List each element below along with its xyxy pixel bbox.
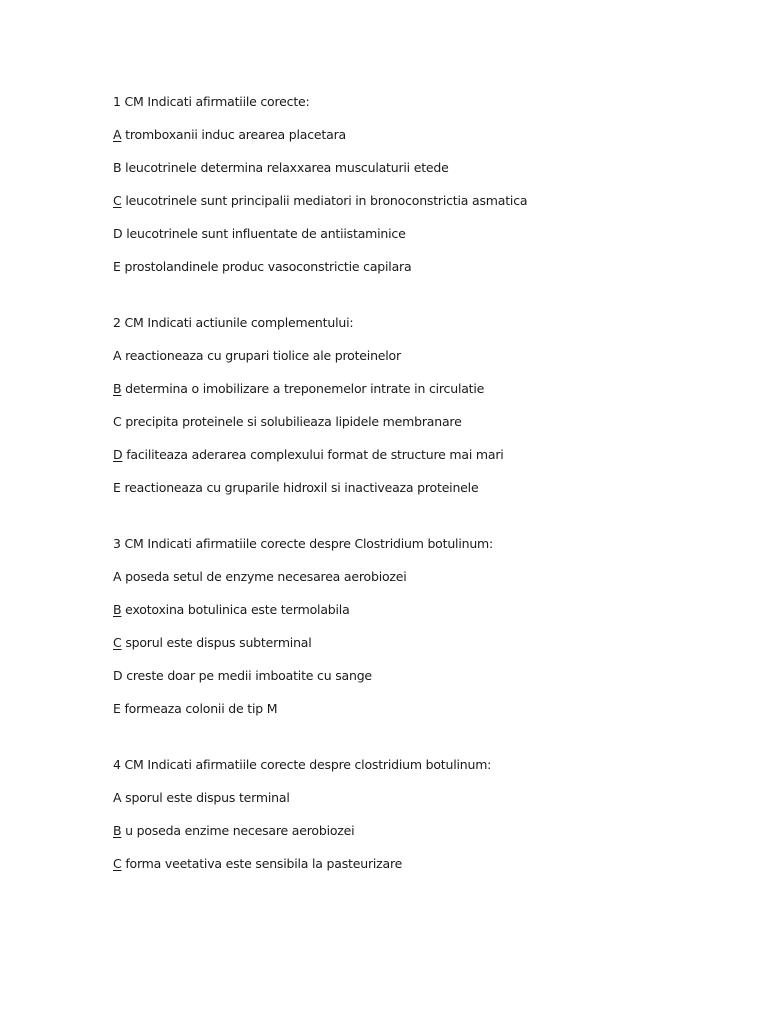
option-letter: C	[113, 414, 122, 429]
answer-option-b	[113, 381, 733, 397]
option-text: forma veetativa este sensibila la pasteurizare	[125, 856, 403, 871]
option-letter: E	[113, 701, 121, 716]
option-letter: D	[113, 226, 123, 241]
option-letter: B	[113, 160, 122, 175]
option-letter: A	[113, 790, 122, 805]
answer-option-a	[113, 790, 733, 806]
answer-option-e	[113, 259, 733, 275]
option-text: precipita proteinele si solubilieaza lipidele membranare	[125, 414, 462, 429]
option-text: sporul este dispus subterminal	[125, 635, 312, 650]
option-text: reactioneaza cu grupari tiolice ale proteinelor	[125, 348, 401, 363]
question-1	[113, 94, 733, 275]
answer-option-d	[113, 447, 733, 463]
option-letter: B	[113, 381, 122, 396]
answer-option-c	[113, 193, 733, 209]
question-4	[113, 757, 733, 872]
option-text: reactioneaza cu gruparile hidroxil si inactiveaza proteinele	[124, 480, 479, 495]
option-letter: E	[113, 259, 121, 274]
answer-option-c	[113, 635, 733, 651]
option-text: leucotrinele determina relaxxarea musculaturii etede	[125, 160, 449, 175]
option-letter: C	[113, 856, 122, 871]
option-letter: E	[113, 480, 121, 495]
answer-option-e	[113, 480, 733, 496]
answer-option-a	[113, 348, 733, 364]
question-stem: 1 CM Indicati afirmatiile corecte:	[113, 94, 310, 109]
question-stem: 4 CM Indicati afirmatiile corecte despre clostridium botulinum:	[113, 757, 492, 772]
option-letter: C	[113, 193, 122, 208]
option-text: tromboxanii induc arearea placetara	[125, 127, 346, 142]
answer-option-b	[113, 823, 733, 839]
option-text: faciliteaza aderarea complexului format de structure mai mari	[126, 447, 504, 462]
option-text: prostolandinele produc vasoconstrictie capilara	[124, 259, 412, 274]
option-text: determina o imobilizare a treponemelor intrate in circulatie	[125, 381, 485, 396]
question-stem: 3 CM Indicati afirmatiile corecte despre Clostridium botulinum:	[113, 536, 494, 551]
question-2	[113, 315, 733, 496]
option-text: leucotrinele sunt influentate de antiistaminice	[126, 226, 406, 241]
answer-option-a	[113, 127, 733, 143]
option-text: leucotrinele sunt principalii mediatori in bronoconstrictia asmatica	[125, 193, 528, 208]
option-text: sporul este dispus terminal	[125, 790, 290, 805]
answer-option-c	[113, 414, 733, 430]
option-text: creste doar pe medii imboatite cu sange	[126, 668, 372, 683]
answer-option-d	[113, 226, 733, 242]
answer-option-d	[113, 668, 733, 684]
option-letter: B	[113, 823, 122, 838]
option-letter: C	[113, 635, 122, 650]
option-letter: A	[113, 569, 122, 584]
question-3	[113, 536, 733, 717]
option-letter: D	[113, 668, 123, 683]
option-text: exotoxina botulinica este termolabila	[125, 602, 350, 617]
question-stem: 2 CM Indicati actiunile complementului:	[113, 315, 354, 330]
answer-option-b	[113, 602, 733, 618]
option-letter: D	[113, 447, 123, 462]
option-text: u poseda enzime necesare aerobiozei	[125, 823, 355, 838]
document-page	[113, 94, 733, 912]
option-letter: A	[113, 127, 122, 142]
answer-option-a	[113, 569, 733, 585]
option-text: formeaza colonii de tip M	[124, 701, 278, 716]
option-letter: A	[113, 348, 122, 363]
option-text: poseda setul de enzyme necesarea aerobiozei	[125, 569, 407, 584]
answer-option-e	[113, 701, 733, 717]
option-letter: B	[113, 602, 122, 617]
answer-option-b	[113, 160, 733, 176]
answer-option-c	[113, 856, 733, 872]
